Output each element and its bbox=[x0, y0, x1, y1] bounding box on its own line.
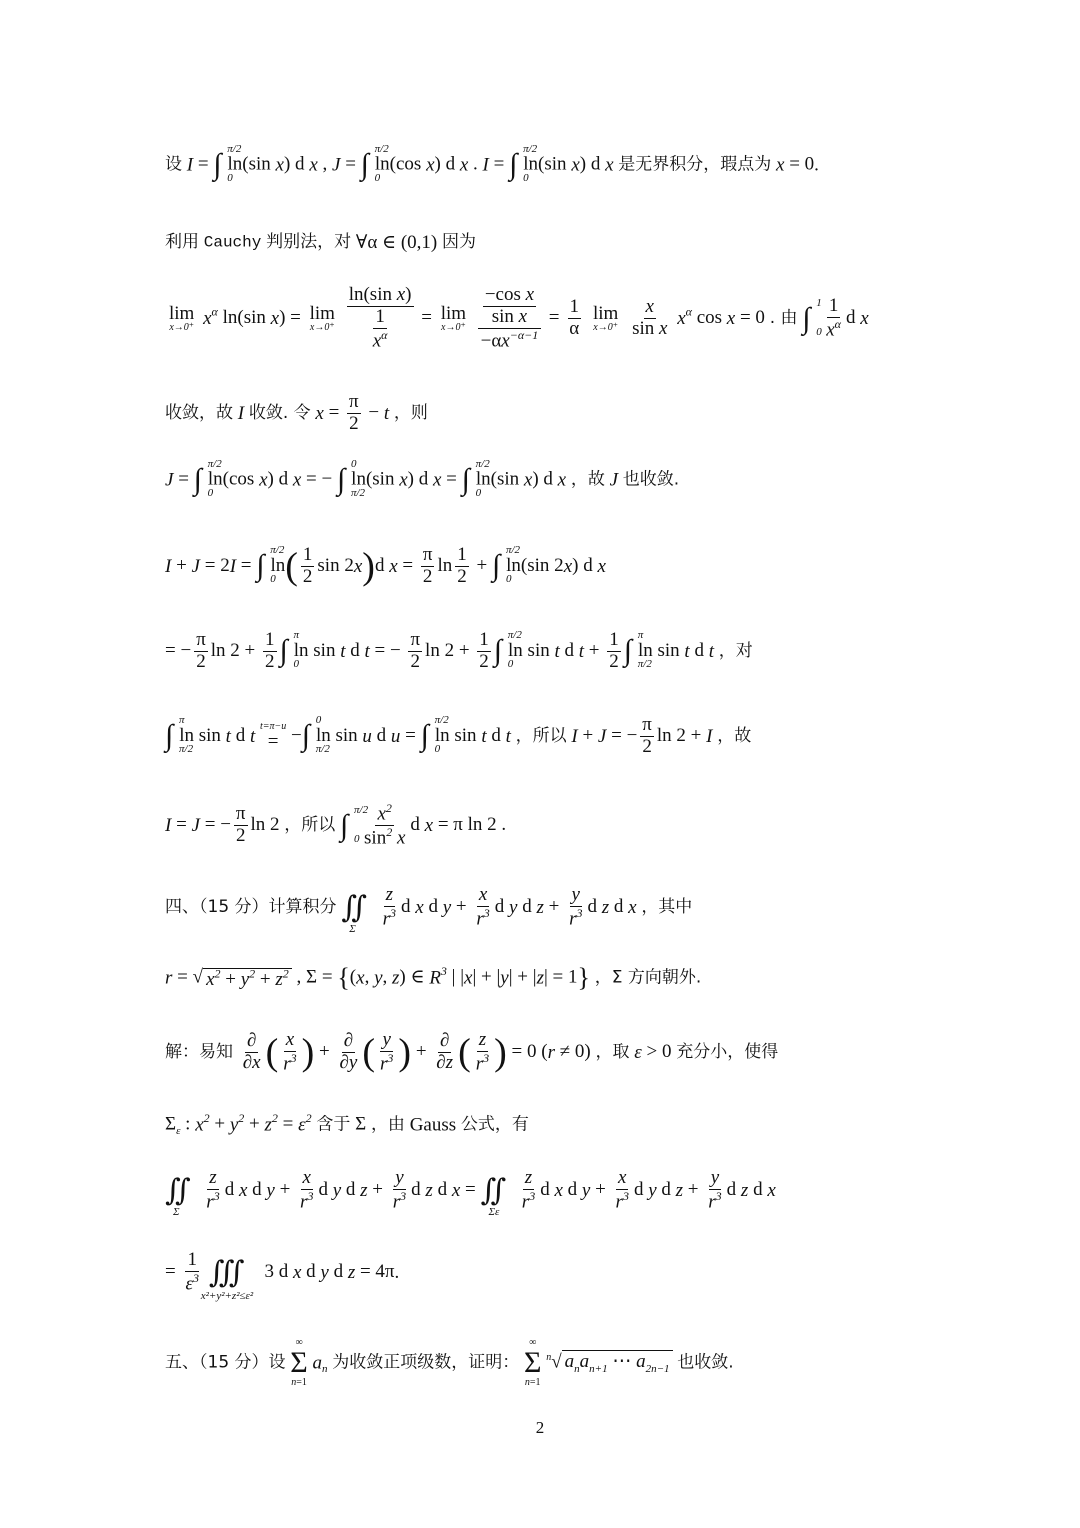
page-number: 2 bbox=[535, 1418, 545, 1437]
line-15: = $\frac{1}{\varepsilon^3}$ ∭ x²+y²+z²≤ε² 3 d x d y d z = 4π. bbox=[165, 1249, 400, 1302]
line-16: 五、（15 分）设 ∞ Σ n=1 $a_n$ 为收敛正项级数，证明： ∞ Σ n=1 $^n$√ $a_na_{n+1}$ ⋯ $a_{2n-1}$ 也收敛. bbox=[165, 1337, 734, 1388]
line-9: I = J = − $\frac{\pi}{2}$ ln 2 ，所以 ∫ π/2 0 $\frac{x^2}{\sin^2 x}$ d x = π ln 2 . bbox=[165, 801, 507, 849]
line-8: ∫ π π/2 ln sin t d t t=π−u = −∫ 0 π/2 ln sin u d u = ∫ π/2 0 ln sin t d t ，所以 I + J = − $\frac{\pi}{2}$ ln 2 + I ，故 bbox=[165, 714, 752, 757]
line-13: $\Sigma_\varepsilon$ : $x^2 + y^2 + z^2 = \varepsilon^2$ 含于 Σ ，由 Gauss 公式，有 bbox=[165, 1111, 529, 1138]
line-11: r = √ $x^2 + y^2 + z^2$ , Σ = {(x, y, z) ∈ $R^3$ | |x| + |y| + |z| = 1} ，Σ 方向朝外. bbox=[165, 963, 702, 992]
line-10: 四、（15 分）计算积分 ∬ Σ $\frac{z}{r^3}$ d x d y + $\frac{x}{r^3}$ d y d z + $\frac{y}{r^3}$ d z d x ，其中 bbox=[165, 884, 693, 935]
line-3: lim x→0⁺ $x^\alpha$ ln(sin x) = lim x→0⁺ $\frac{\text{ln(sin x)}}{\frac{1}{x^\alpha}}$ = lim x→0⁺ $\frac{\frac{\text{−cos x}}{\text{sin x}}}{-\alpha x^{-\alpha-1}}$ = $\frac{1}{\alpha}$ lim x→0⁺ $\frac{x}{\text{sin x}}$ $x^\alpha$ cos x = 0 . 由 ∫ 1 0 $\frac{1}{x^\alpha}$ d x bbox=[169, 284, 869, 352]
line-2: 利用 Cauchy 判别法，对 ∀α ∈ (0,1) 因为 bbox=[165, 232, 476, 254]
line-7: = − $\frac{\pi}{2}$ ln 2 + $\frac{1}{2}$ ∫ π 0 ln sin t d t = − $\frac{\pi}{2}$ ln 2 + $\frac{1}{2}$ ∫ π/2 0 ln sin t d t + $\frac{1}{2}$ ∫ π π/2 ln sin t d t ，对 bbox=[165, 629, 753, 672]
line-14: ∬ Σ $\frac{z}{r^3}$ d x d y + $\frac{x}{r^3}$ d y d z + $\frac{y}{r^3}$ d z d x = ∬ Σε $\frac{z}{r^3}$ d x d y + $\frac{x}{r^3}$ d y d z + $\frac{y}{r^3}$ d z d x bbox=[165, 1167, 776, 1218]
line-5: J = ∫ π/2 0 ln(cos x) d x = − ∫ 0 π/2 ln(sin x) d x = ∫ π/2 0 ln(sin x) d x ，故 J 也收敛. bbox=[165, 458, 680, 499]
line-1: 设 I = ∫ π/2 0 ln(sin x) d x , J = ∫ π/2 0 ln(cos x) d x . I = ∫ π/2 0 ln(sin x) d x 是无界积分，瑕点为 x = 0. bbox=[165, 143, 819, 184]
line-12: 解：易知 $\frac{\partial}{\partial x}$ ( $\frac{x}{r^3}$ ) + $\frac{\partial}{\partial y}$ ( $\frac{y}{r^3}$ ) + $\frac{\partial}{\partial z}$ ( $\frac{z}{r^3}$ ) = 0 (r ≠ 0) ，取 ε > 0 充分小，使得 bbox=[165, 1029, 779, 1075]
line-6: I + J = 2I = ∫ π/2 0 ln( $\frac{1}{2}$ sin 2x)d x = $\frac{\pi}{2}$ ln $\frac{1}{2}$ + ∫ π/2 0 ln(sin 2x) d x bbox=[165, 544, 606, 588]
line-4: 收敛，故 I 收敛. 令 x = $\frac{\pi}{2}$ − t ，则 bbox=[165, 391, 428, 434]
